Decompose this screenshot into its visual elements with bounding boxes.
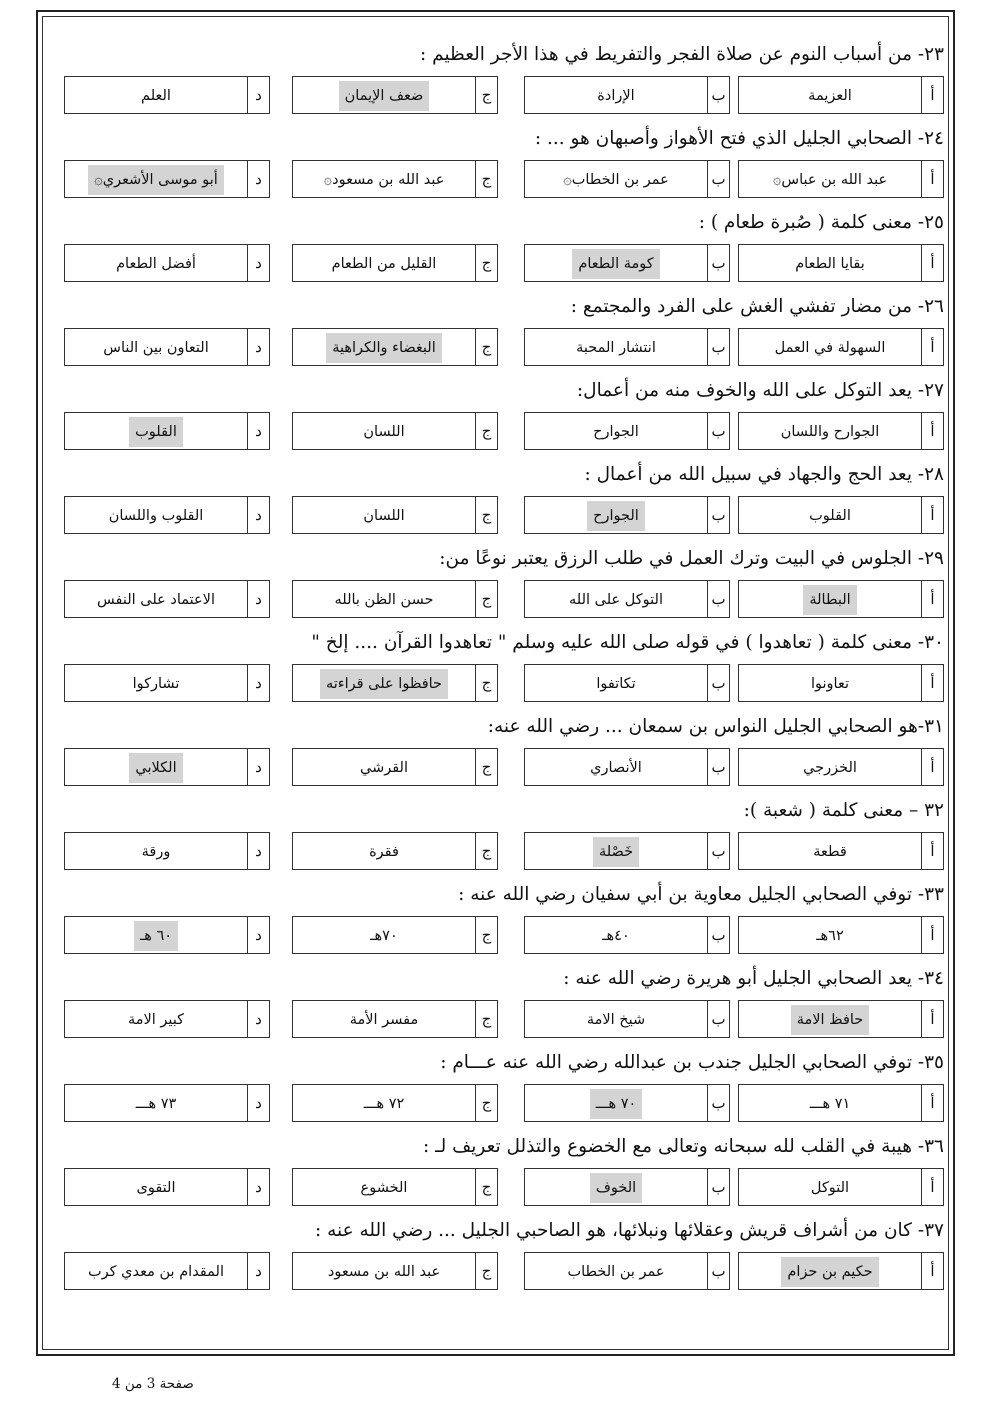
option-text: القلوب: [809, 507, 851, 524]
option-letter: أ: [921, 581, 943, 617]
question: [64, 626, 944, 708]
option-text: عبد الله بن مسعود۞: [323, 171, 445, 188]
answer-option[interactable]: [64, 328, 270, 366]
option-text: قطعة: [813, 843, 847, 860]
answer-option[interactable]: [738, 748, 944, 786]
question-text: ٣٦- هيبة في القلب لله سبحانه وتعالى مع الخضوع والتذلل تعريف لـ :: [423, 1136, 944, 1157]
option-text-highlighted: حكيم بن حزام: [781, 1257, 878, 1287]
answer-option[interactable]: [64, 412, 270, 450]
answer-option[interactable]: [64, 1084, 270, 1122]
option-letter: د: [247, 1169, 269, 1205]
question: [64, 1046, 944, 1128]
question-text: ٣٤- يعد الصحابي الجليل أبو هريرة رضي الله عنه :: [563, 968, 944, 989]
option-text-highlighted: خَصْلة: [593, 837, 639, 867]
option-text: عمر بن الخطاب۞: [563, 171, 669, 188]
option-letter: د: [247, 413, 269, 449]
option-text: فقرة: [369, 843, 399, 860]
answer-option[interactable]: [292, 1084, 498, 1122]
option-letter: ج: [475, 497, 497, 533]
option-letter: أ: [921, 665, 943, 701]
option-text: انتشار المحبة: [576, 339, 656, 356]
answer-option[interactable]: [292, 1168, 498, 1206]
answer-option[interactable]: [292, 244, 498, 282]
option-letter: د: [247, 917, 269, 953]
option-letter: أ: [921, 1169, 943, 1205]
answer-option[interactable]: [524, 580, 730, 618]
answer-option[interactable]: [64, 496, 270, 534]
option-letter: د: [247, 161, 269, 197]
question-text: ٣٥- توفي الصحابي الجليل جندب بن عبدالله رضي الله عنه عـــام :: [440, 1052, 944, 1073]
option-letter: ب: [707, 917, 729, 953]
option-text: القرشي: [359, 759, 409, 776]
answer-option[interactable]: [524, 916, 730, 954]
option-text: ٤٠هـ: [602, 927, 630, 944]
option-text-highlighted: ٦٠ هـ: [134, 921, 178, 951]
question: [64, 1130, 944, 1212]
answer-option[interactable]: [292, 328, 498, 366]
option-letter: ب: [707, 161, 729, 197]
option-letter: ج: [475, 1001, 497, 1037]
option-letter: ب: [707, 245, 729, 281]
option-text: عبد الله بن عباس۞: [772, 171, 888, 188]
option-text-highlighted: ٧٠ هـــ: [590, 1089, 643, 1119]
answer-option[interactable]: [524, 1000, 730, 1038]
option-text: عمر بن الخطاب: [567, 1263, 665, 1280]
option-letter: أ: [921, 329, 943, 365]
option-text-highlighted: الكلابي: [129, 753, 182, 783]
question: [64, 458, 944, 540]
option-text: الإرادة: [597, 87, 635, 104]
answer-option[interactable]: [524, 244, 730, 282]
option-text: التوكل على الله: [569, 591, 663, 608]
answer-option[interactable]: [524, 1168, 730, 1206]
option-text: التقوى: [136, 1179, 176, 1196]
option-text-highlighted: أبو موسى الأشعري۞: [88, 165, 224, 195]
option-letter: د: [247, 497, 269, 533]
question-text: ٢٣- من أسباب النوم عن صلاة الفجر والتفريط في هذا الأجر العظيم :: [420, 44, 944, 65]
question-text: ٣٢ – معنى كلمة ( شعبة ):: [743, 800, 944, 821]
answer-option[interactable]: [524, 76, 730, 114]
question-text: ٣٠- معنى كلمة ( تعاهدوا ) في قوله صلى الله عليه وسلم " تعاهدوا القرآن .... إلخ ": [311, 632, 944, 653]
option-letter: ج: [475, 1253, 497, 1289]
option-letter: أ: [921, 833, 943, 869]
answer-option[interactable]: [524, 1084, 730, 1122]
option-text: شيخ الامة: [586, 1011, 646, 1028]
option-letter: د: [247, 1253, 269, 1289]
answer-option[interactable]: [64, 76, 270, 114]
answer-option[interactable]: [292, 664, 498, 702]
answer-option[interactable]: [524, 748, 730, 786]
option-letter: ب: [707, 329, 729, 365]
option-text: اللسان: [363, 507, 405, 524]
option-letter: د: [247, 1001, 269, 1037]
option-text-highlighted: كومة الطعام: [572, 249, 659, 279]
option-letter: ب: [707, 1085, 729, 1121]
option-text: العزيمة: [808, 87, 852, 104]
question: [64, 710, 944, 792]
answer-option[interactable]: [292, 496, 498, 534]
option-text: الخشوع: [360, 1179, 408, 1196]
option-letter: ب: [707, 77, 729, 113]
question-text: ٢٧- يعد التوكل على الله والخوف منه من أعمال:: [576, 380, 944, 401]
answer-option[interactable]: [738, 328, 944, 366]
question: [64, 962, 944, 1044]
answer-option[interactable]: [64, 748, 270, 786]
answer-option[interactable]: [738, 160, 944, 198]
option-text: التوكل: [810, 1179, 850, 1196]
option-text-highlighted: ضعف الإيمان: [339, 81, 430, 111]
option-letter: ب: [707, 1001, 729, 1037]
answer-option[interactable]: [524, 412, 730, 450]
option-letter: ب: [707, 1169, 729, 1205]
question-text: ٣٧- كان من أشراف قريش وعقلائها ونبلائها، هو الصاحبي الجليل ... رضي الله عنه :: [314, 1220, 944, 1241]
option-text: الجوارح: [593, 423, 639, 440]
answer-option[interactable]: [64, 916, 270, 954]
answer-option[interactable]: [64, 580, 270, 618]
question: [64, 794, 944, 876]
option-letter: أ: [921, 161, 943, 197]
option-letter: د: [247, 665, 269, 701]
answer-option[interactable]: [64, 832, 270, 870]
option-letter: د: [247, 245, 269, 281]
option-letter: د: [247, 749, 269, 785]
option-letter: ج: [475, 581, 497, 617]
option-text: بقايا الطعام: [795, 255, 865, 272]
option-letter: ب: [707, 581, 729, 617]
option-text: تكاتفوا: [596, 675, 636, 692]
answer-option[interactable]: [524, 832, 730, 870]
option-text-highlighted: البغضاء والكراهية: [326, 333, 442, 363]
option-text: القليل من الطعام: [331, 255, 437, 272]
option-letter: ب: [707, 665, 729, 701]
option-text: العلم: [141, 87, 171, 104]
option-text: تشاركوا: [132, 675, 180, 692]
option-letter: ب: [707, 833, 729, 869]
option-letter: ب: [707, 413, 729, 449]
answer-option[interactable]: [738, 1000, 944, 1038]
option-text: ٧١ هـــ: [809, 1095, 851, 1112]
answer-option[interactable]: [738, 244, 944, 282]
answer-option[interactable]: [292, 76, 498, 114]
option-letter: ج: [475, 161, 497, 197]
option-letter: أ: [921, 749, 943, 785]
answer-option[interactable]: [524, 496, 730, 534]
page-number: صفحة 3 من 4: [112, 1376, 194, 1392]
option-letter: ج: [475, 749, 497, 785]
answer-option[interactable]: [64, 664, 270, 702]
answer-option[interactable]: [292, 1252, 498, 1290]
option-text: تعاونوا: [810, 675, 849, 692]
option-letter: أ: [921, 497, 943, 533]
answer-option[interactable]: [738, 664, 944, 702]
option-text: السهولة في العمل: [774, 339, 886, 356]
option-text: الاعتماد على النفس: [97, 591, 215, 608]
option-letter: د: [247, 833, 269, 869]
option-letter: ج: [475, 413, 497, 449]
question-text: ٢٨- يعد الحج والجهاد في سبيل الله من أعمال :: [584, 464, 944, 485]
option-text: مفسر الأمة: [349, 1011, 419, 1028]
option-letter: ب: [707, 1253, 729, 1289]
answer-option[interactable]: [524, 160, 730, 198]
option-text: حسن الظن بالله: [334, 591, 434, 608]
option-letter: ج: [475, 833, 497, 869]
option-text-highlighted: البطالة: [803, 585, 856, 615]
option-text-highlighted: الخوف: [590, 1173, 642, 1203]
option-text: التعاون بين الناس: [103, 339, 209, 356]
answer-option[interactable]: [292, 412, 498, 450]
option-letter: ج: [475, 329, 497, 365]
option-text: الجوارح واللسان: [780, 423, 880, 440]
option-letter: أ: [921, 1001, 943, 1037]
option-text: كبير الامة: [127, 1011, 185, 1028]
question: [64, 542, 944, 624]
question-text: ٢٦- من مضار تفشي الغش على الفرد والمجتمع :: [570, 296, 944, 317]
option-text: الخزرجي: [803, 759, 857, 776]
answer-option[interactable]: [738, 1252, 944, 1290]
option-text-highlighted: حافظ الامة: [791, 1005, 870, 1035]
answer-option[interactable]: [738, 580, 944, 618]
option-letter: أ: [921, 77, 943, 113]
answer-option[interactable]: [64, 160, 270, 198]
question: [64, 122, 944, 204]
answer-option[interactable]: [738, 1084, 944, 1122]
answer-option[interactable]: [292, 1000, 498, 1038]
option-letter: أ: [921, 1085, 943, 1121]
question: [64, 206, 944, 288]
option-letter: ج: [475, 665, 497, 701]
option-letter: أ: [921, 413, 943, 449]
option-letter: ج: [475, 245, 497, 281]
option-letter: د: [247, 329, 269, 365]
option-text: أفضل الطعام: [116, 255, 196, 272]
option-text: الأنصاري: [590, 759, 642, 776]
option-letter: د: [247, 581, 269, 617]
answer-option[interactable]: [292, 160, 498, 198]
option-text-highlighted: الجوارح: [587, 501, 645, 531]
option-text: ٧٢ هـــ: [363, 1095, 405, 1112]
option-letter: ب: [707, 749, 729, 785]
question: [64, 38, 944, 120]
option-letter: أ: [921, 245, 943, 281]
answer-option[interactable]: [64, 1000, 270, 1038]
question: [64, 290, 944, 372]
option-letter: د: [247, 1085, 269, 1121]
answer-option[interactable]: [292, 748, 498, 786]
question: [64, 374, 944, 456]
option-text: اللسان: [363, 423, 405, 440]
option-text: عبد الله بن مسعود: [327, 1263, 441, 1280]
answer-option[interactable]: [292, 580, 498, 618]
option-letter: د: [247, 77, 269, 113]
option-letter: ج: [475, 1085, 497, 1121]
answer-option[interactable]: [64, 1168, 270, 1206]
answer-option[interactable]: [738, 1168, 944, 1206]
option-text: ورقة: [141, 843, 171, 860]
answer-option[interactable]: [738, 832, 944, 870]
answer-option[interactable]: [64, 244, 270, 282]
answer-option[interactable]: [738, 496, 944, 534]
option-letter: ج: [475, 1169, 497, 1205]
option-letter: ب: [707, 497, 729, 533]
answer-option[interactable]: [292, 832, 498, 870]
question-text: ٢٥- معنى كلمة ( صُبرة طعام ) :: [698, 212, 944, 233]
answer-option[interactable]: [738, 412, 944, 450]
option-letter: أ: [921, 917, 943, 953]
option-text-highlighted: حافظوا على قراءته: [320, 669, 448, 699]
answer-option[interactable]: [524, 664, 730, 702]
answer-option[interactable]: [738, 76, 944, 114]
option-letter: ج: [475, 917, 497, 953]
option-text: القلوب واللسان: [108, 507, 204, 524]
answer-option[interactable]: [292, 916, 498, 954]
question: [64, 878, 944, 960]
question-text: ٣٣- توفي الصحابي الجليل معاوية بن أبي سفيان رضي الله عنه :: [458, 884, 944, 905]
option-text: ٧٠هـ: [370, 927, 398, 944]
option-text-highlighted: القلوب: [129, 417, 183, 447]
option-letter: أ: [921, 1253, 943, 1289]
answer-option[interactable]: [524, 328, 730, 366]
answer-option[interactable]: [524, 1252, 730, 1290]
question-text: ٢٤- الصحابي الجليل الذي فتح الأهواز وأصبهان هو ... :: [534, 128, 944, 149]
option-text: المقدام بن معدي كرب: [88, 1263, 224, 1280]
option-text: ٧٣ هـــ: [135, 1095, 177, 1112]
option-letter: ج: [475, 77, 497, 113]
option-text: ٦٢هـ: [816, 927, 844, 944]
question-text: ٢٩- الجلوس في البيت وترك العمل في طلب الرزق يعتبر نوعًا من:: [439, 548, 944, 569]
question: [64, 1214, 944, 1296]
answer-option[interactable]: [738, 916, 944, 954]
answer-option[interactable]: [64, 1252, 270, 1290]
question-text: ٣١-هو الصحابي الجليل النواس بن سمعان ... رضي الله عنه:: [487, 716, 944, 737]
